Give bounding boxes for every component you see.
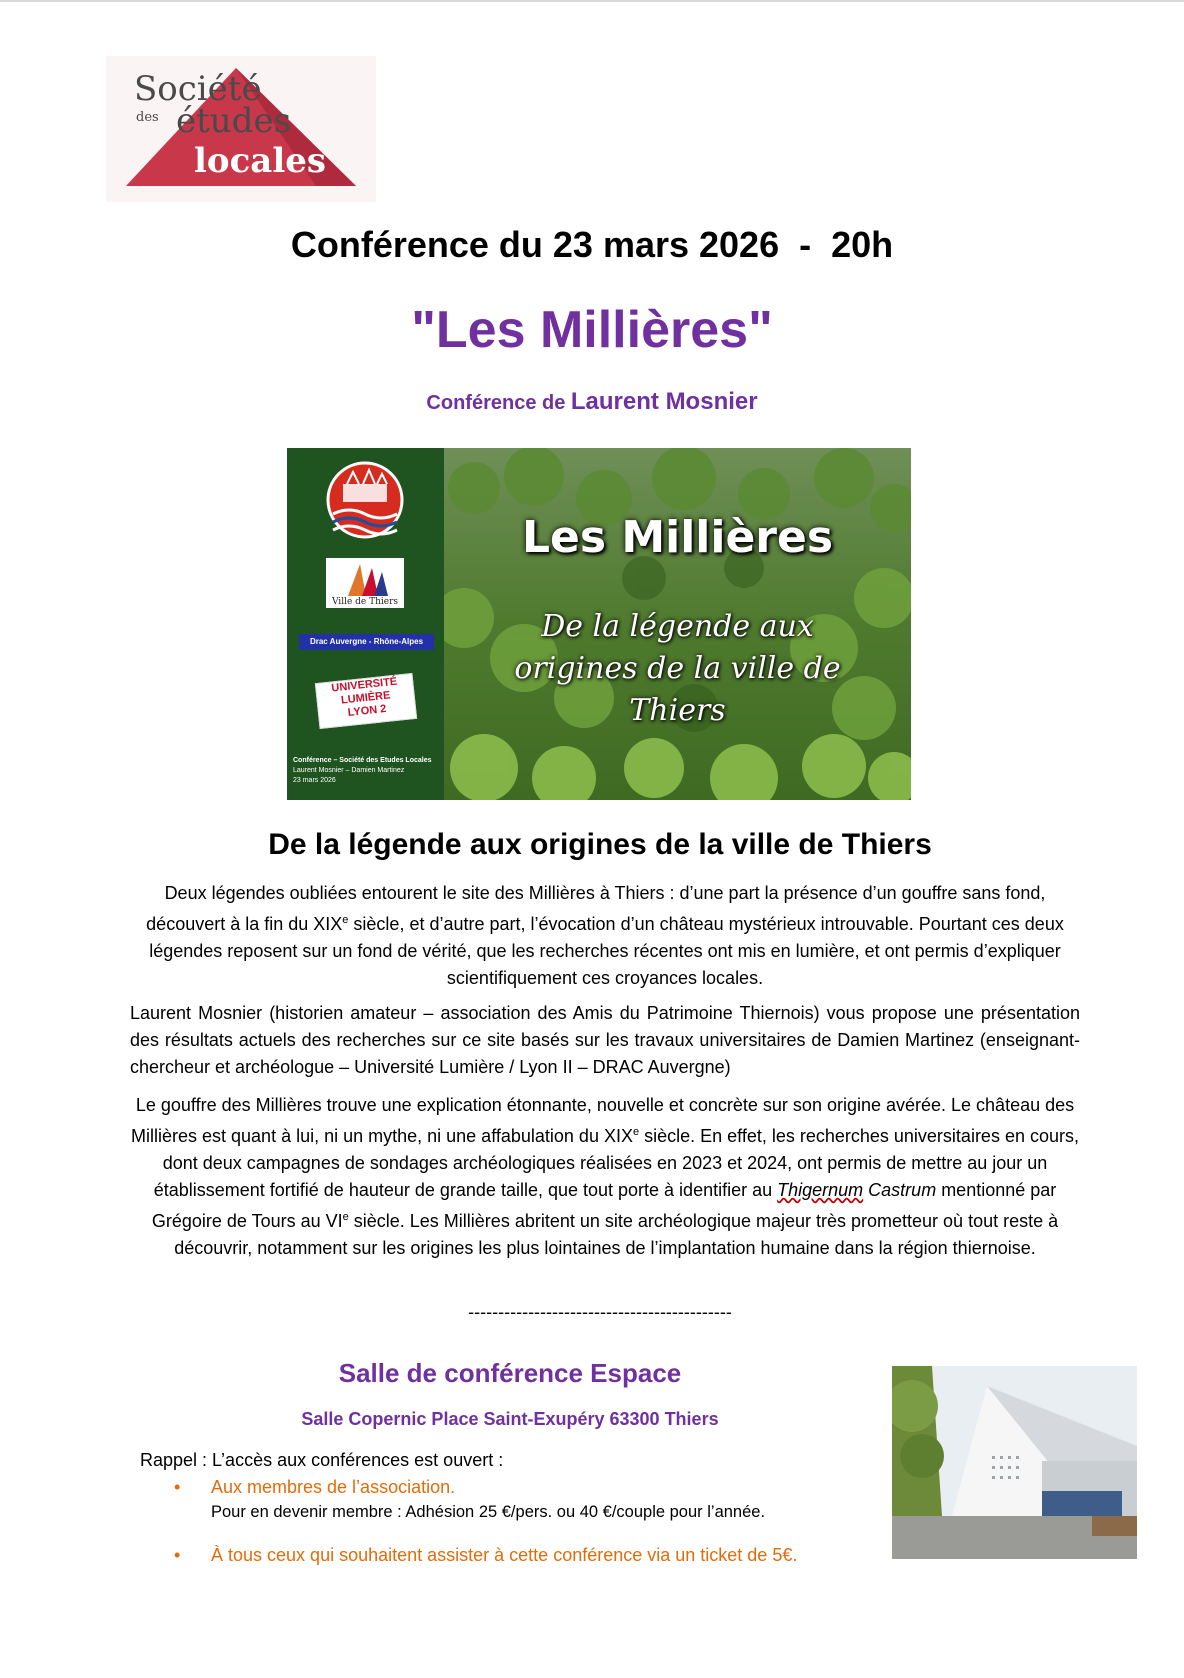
venue-address: Salle Copernic Place Saint-Exupéry 63300 Thiers xyxy=(301,1409,719,1429)
univ-line-3: LYON 2 xyxy=(347,702,387,719)
p3-thigernum: Thigernum xyxy=(777,1180,864,1200)
top-rule xyxy=(0,0,1184,2)
venue-title: Salle de conférence Espace xyxy=(338,1358,682,1388)
access-item-members: Aux membres de l’association. xyxy=(211,1477,456,1497)
logo-word-locales: locales xyxy=(194,141,327,181)
logo-word-societe: Société xyxy=(134,69,262,109)
p3-part-c: mentionné par Grégoire de Tours au VI xyxy=(151,1180,1057,1231)
credit-line-1: Conférence – Société des Etudes Locales xyxy=(293,757,432,764)
paragraph-3 xyxy=(130,1092,1080,1262)
poster-subtitle-line-2: origines de la ville de xyxy=(514,651,841,686)
p3-sup-1: e xyxy=(632,1126,640,1138)
poster-credits xyxy=(293,756,443,786)
p3-part-d: siècle. Les Millières abritent un site archéologique majeur très prometteur où tout reste à découvrir, notamment sur les origines les plus lointaines de l’implantation humaine dans la région thiernoise. xyxy=(174,1211,1059,1258)
poster-subtitle-line-1: De la légende aux xyxy=(541,609,814,644)
p3-sup-2: e xyxy=(342,1211,349,1223)
credit-line-3: 23 mars 2026 xyxy=(293,777,336,784)
credit-line-2: Laurent Mosnier – Damien Martinez xyxy=(293,767,405,774)
bullet-icon: • xyxy=(174,1477,181,1497)
univ-line-2: LUMIÈRE xyxy=(340,689,391,707)
conference-date: Conférence du 23 mars 2026 - 20h xyxy=(290,224,894,265)
main-title: "Les Millières" xyxy=(411,301,773,359)
poster-subtitle-line-3: Thiers xyxy=(629,693,726,728)
drac-label: Drac Auvergne - Rhône-Alpes xyxy=(299,634,434,650)
societe-logo xyxy=(106,56,376,202)
logo-word-des: des xyxy=(136,110,159,125)
poster-sidebar xyxy=(287,448,444,800)
separator-line: -------------------------------------------- xyxy=(468,1302,732,1322)
p1-sup: e xyxy=(342,914,349,926)
section-subtitle: De la légende aux origines de la ville de Thiers xyxy=(268,828,932,861)
p3-part-a: Le gouffre des Millières trouve une explication étonnante, nouvelle et concrète sur son origine avérée. Le château des Millières est quant à lui, ni un mythe, ni une affabulation du XIX xyxy=(131,1095,1075,1146)
bullet-icon: • xyxy=(174,1545,181,1565)
ville-label: Ville de Thiers xyxy=(331,597,399,607)
univ-line-1: UNIVERSITÉ xyxy=(330,675,398,695)
speaker-name: Laurent Mosnier xyxy=(570,388,758,415)
venue-building-photo xyxy=(892,1366,1137,1559)
p1-part-b: siècle, et d’autre part, l’évocation d’un château mystérieux introuvable. Pourtant ces deux légendes reposent sur un fond de vérité, que les recherches récentes ont mis en lumière, et ont permis d’expliquer scientifiquement ces croyances locales. xyxy=(149,914,1064,988)
poster-subtitle xyxy=(444,606,911,732)
ville-de-thiers-logo xyxy=(326,558,404,608)
logo-word-etudes: études xyxy=(176,101,292,141)
speaker-prefix: Conférence de xyxy=(426,392,571,414)
access-item-ticket: À tous ceux qui souhaitent assister à cette conférence via un ticket de 5€. xyxy=(211,1545,798,1565)
membership-note: Pour en devenir membre : Adhésion 25 €/pers. ou 40 €/couple pour l’année. xyxy=(211,1503,766,1521)
speaker-line xyxy=(0,388,1184,416)
conference-poster xyxy=(287,448,911,800)
access-intro: Rappel : L’accès aux conférences est ouvert : xyxy=(140,1450,504,1470)
p3-castrum: Castrum xyxy=(863,1180,937,1200)
poster-title: Les Millières xyxy=(521,512,834,563)
p3-part-b: siècle. En effet, les recherches universitaires en cours, dont deux campagnes de sondages archéologiques réalisées en 2023 et 2024, ont permis de mettre au jour un établissement fortifié de hauteur de grande taille, que tout porte à identifier au xyxy=(153,1126,1079,1200)
p1-part-a: Deux légendes oubliées entourent le site des Millières à Thiers : d’une part la présence d’un gouffre sans fond, découvert à la fin du XIX xyxy=(146,883,1046,934)
paragraph-1 xyxy=(140,880,1070,992)
paragraph-2: Laurent Mosnier (historien amateur – association des Amis du Patrimoine Thiernois) vous propose une présentation des résultats actuels des recherches sur ce site basés sur les travaux universitaires de Damien Martinez (enseignant-chercheur et archéologue – Université Lumière / Lyon II – DRAC Auvergne) xyxy=(130,1003,1080,1077)
